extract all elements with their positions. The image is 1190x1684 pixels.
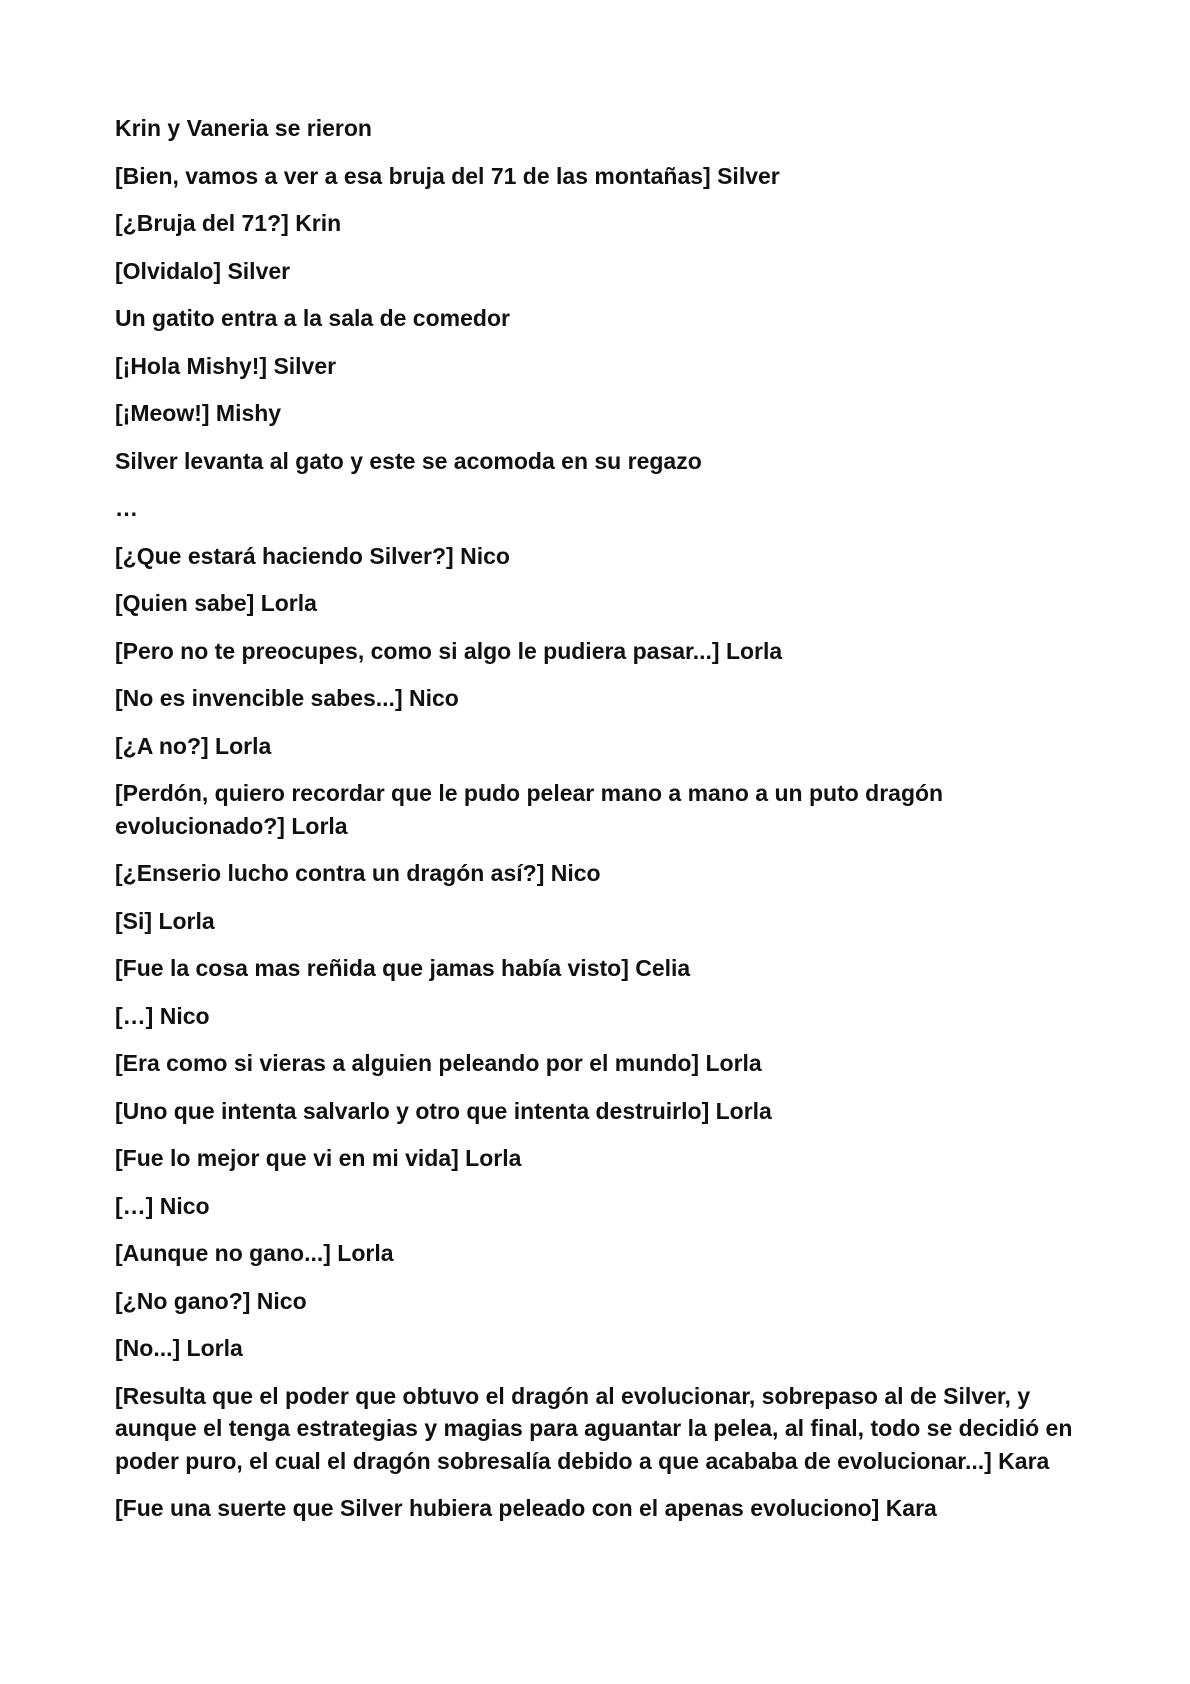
paragraph: [Era como si vieras a alguien peleando por el mundo] Lorla [115, 1050, 762, 1076]
paragraph: [Pero no te preocupes, como si algo le pudiera pasar...] Lorla [115, 637, 783, 664]
paragraph: [Perdón, quiero recordar que le pudo pelear mano a mano a un puto dragón evolucionado?] Lorla [115, 780, 944, 839]
paragraph: [Fue lo mejor que vi en mi vida] Lorla [115, 1145, 522, 1171]
paragraph: … [115, 495, 138, 521]
paragraph: [Aunque no gano...] Lorla [115, 1240, 394, 1266]
paragraph: […] Nico [115, 1192, 210, 1219]
paragraph: [Olvidalo] Silver [115, 257, 291, 284]
document-body [115, 112, 1085, 1540]
paragraph: [Uno que intenta salvarlo y otro que intenta destruirlo] Lorla [115, 1097, 772, 1124]
paragraph: [Fue la cosa mas reñida que jamas había visto] Celia [115, 955, 691, 981]
paragraph: [Si] Lorla [115, 907, 215, 934]
paragraph: Un gatito entra a la sala de comedor [115, 305, 510, 331]
paragraph: Silver levanta al gato y este se acomoda en su regazo [115, 447, 702, 474]
paragraph: [¿Bruja del 71?] Krin [115, 210, 342, 236]
paragraph: [¿Que estará haciendo Silver?] Nico [115, 542, 510, 569]
paragraph: [Quien sabe] Lorla [115, 590, 317, 616]
paragraph: […] Nico [115, 1002, 210, 1029]
paragraph: [¿No gano?] Nico [115, 1287, 307, 1314]
paragraph: [Bien, vamos a ver a esa bruja del 71 de las montañas] Silver [115, 162, 780, 189]
paragraph: [No es invencible sabes...] Nico [115, 685, 459, 711]
paragraph: [¿A no?] Lorla [115, 732, 272, 759]
paragraph: [Resulta que el poder que obtuvo el dragón al evolucionar, sobrepaso al de Silver, y aunque el tenga estrategias y magias para aguantar la pelea, al final, todo se decidió en poder puro, el cual el dragón sobresalía debido a que acababa de evolucionar...] Kara [115, 1382, 1073, 1474]
paragraph: [Fue una suerte que Silver hubiera peleado con el apenas evoluciono] Kara [115, 1495, 937, 1521]
paragraph: Krin y Vaneria se rieron [115, 115, 372, 141]
paragraph: [¿Enserio lucho contra un dragón así?] Nico [115, 860, 601, 886]
paragraph: [No...] Lorla [115, 1335, 243, 1361]
paragraph: [¡Hola Mishy!] Silver [115, 352, 337, 379]
paragraph: [¡Meow!] Mishy [115, 400, 282, 426]
